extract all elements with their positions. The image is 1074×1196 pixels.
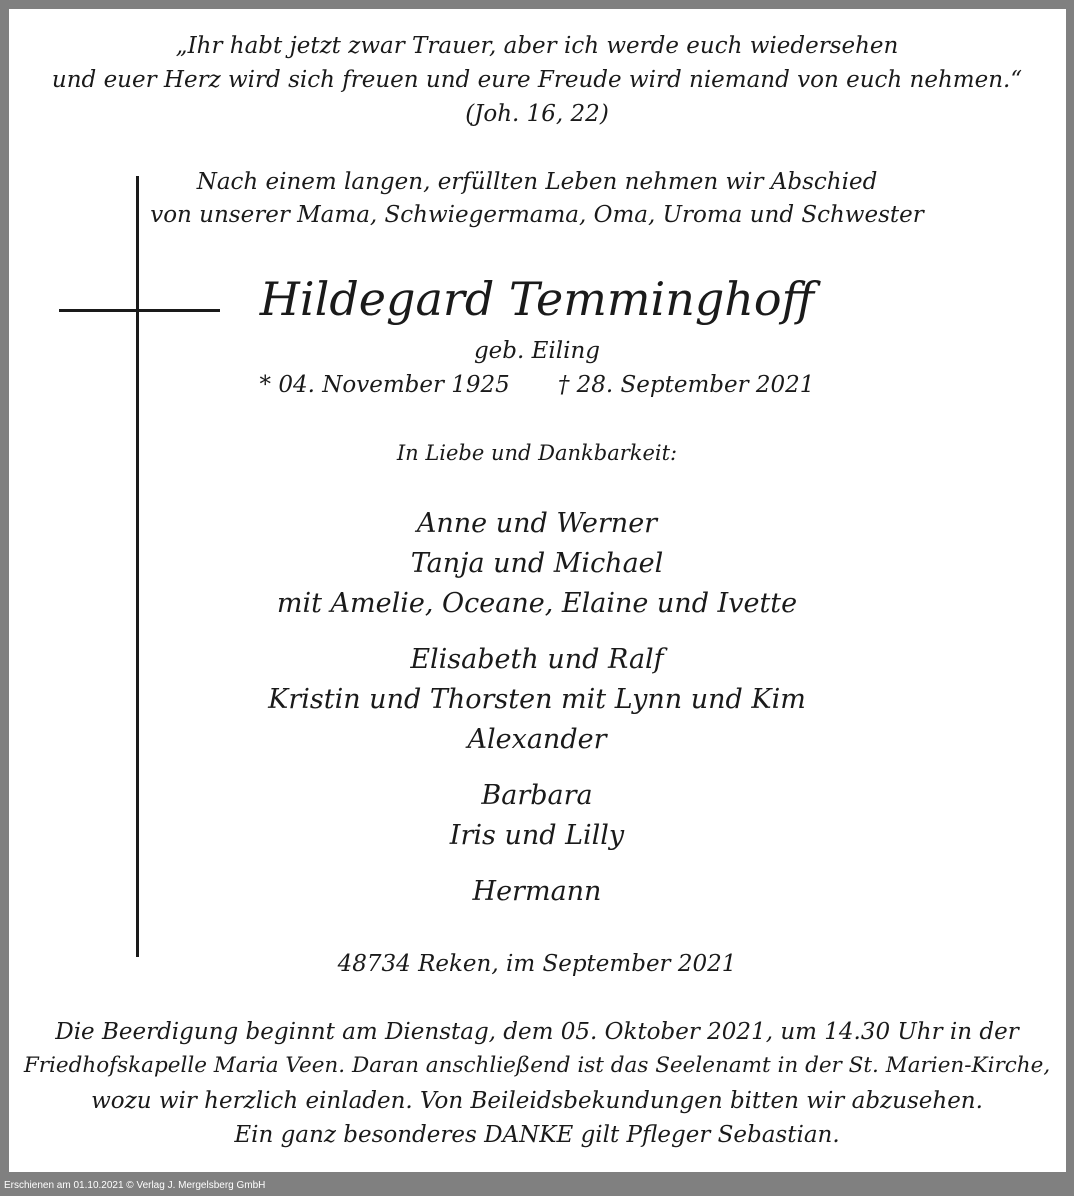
family-line: Kristin und Thorsten mit Lynn und Kim (268, 684, 806, 715)
family-line: mit Amelie, Oceane, Elaine und Ivette (276, 588, 798, 619)
family-line: Alexander (467, 724, 607, 755)
verse-line-2: und euer Herz wird sich freuen und eure Freude wird niemand von euch nehmen.“ (51, 67, 1023, 93)
family-line: Anne und Werner (416, 508, 658, 539)
love-line: In Liebe und Dankbarkeit: (396, 441, 678, 465)
publication-footer: Erschienen am 01.10.2021 © Verlag J. Mergelsberg GmbH (4, 1180, 266, 1191)
funeral-line-4: Ein ganz besonderes DANKE gilt Pfleger Sebastian. (234, 1122, 840, 1148)
family-line: Tanja und Michael (410, 548, 664, 579)
verse-line-1: „Ihr habt jetzt zwar Trauer, aber ich werde euch wiedersehen (175, 33, 899, 59)
life-dates (0, 372, 1074, 398)
maiden-name: geb. Eiling (473, 338, 601, 364)
place-date: 48734 Reken, im September 2021 (337, 951, 737, 977)
family-line: Elisabeth und Ralf (410, 644, 664, 675)
funeral-line-1: Die Beerdigung beginnt am Dienstag, dem 05. Oktober 2021, um 14.30 Uhr in der (55, 1019, 1019, 1045)
death-date: † 28. September 2021 (557, 372, 815, 398)
intro-line-2: von unserer Mama, Schwiegermama, Oma, Uroma und Schwester (150, 202, 924, 228)
family-line: Hermann (472, 876, 602, 907)
intro-line-1: Nach einem langen, erfüllten Leben nehmen wir Abschied (196, 169, 878, 195)
funeral-line-3: wozu wir herzlich einladen. Von Beileidsbekundungen bitten wir abzusehen. (91, 1088, 983, 1114)
family-line: Barbara (481, 780, 593, 811)
funeral-line-2: Friedhofskapelle Maria Veen. Daran anschließend ist das Seelenamt in der St. Marien-Kirche, (23, 1053, 1051, 1078)
birth-date: * 04. November 1925 (259, 372, 510, 398)
family-line: Iris und Lilly (449, 820, 625, 851)
deceased-name: Hildegard Temminghoff (259, 272, 815, 326)
verse-reference: (Joh. 16, 22) (465, 101, 609, 127)
